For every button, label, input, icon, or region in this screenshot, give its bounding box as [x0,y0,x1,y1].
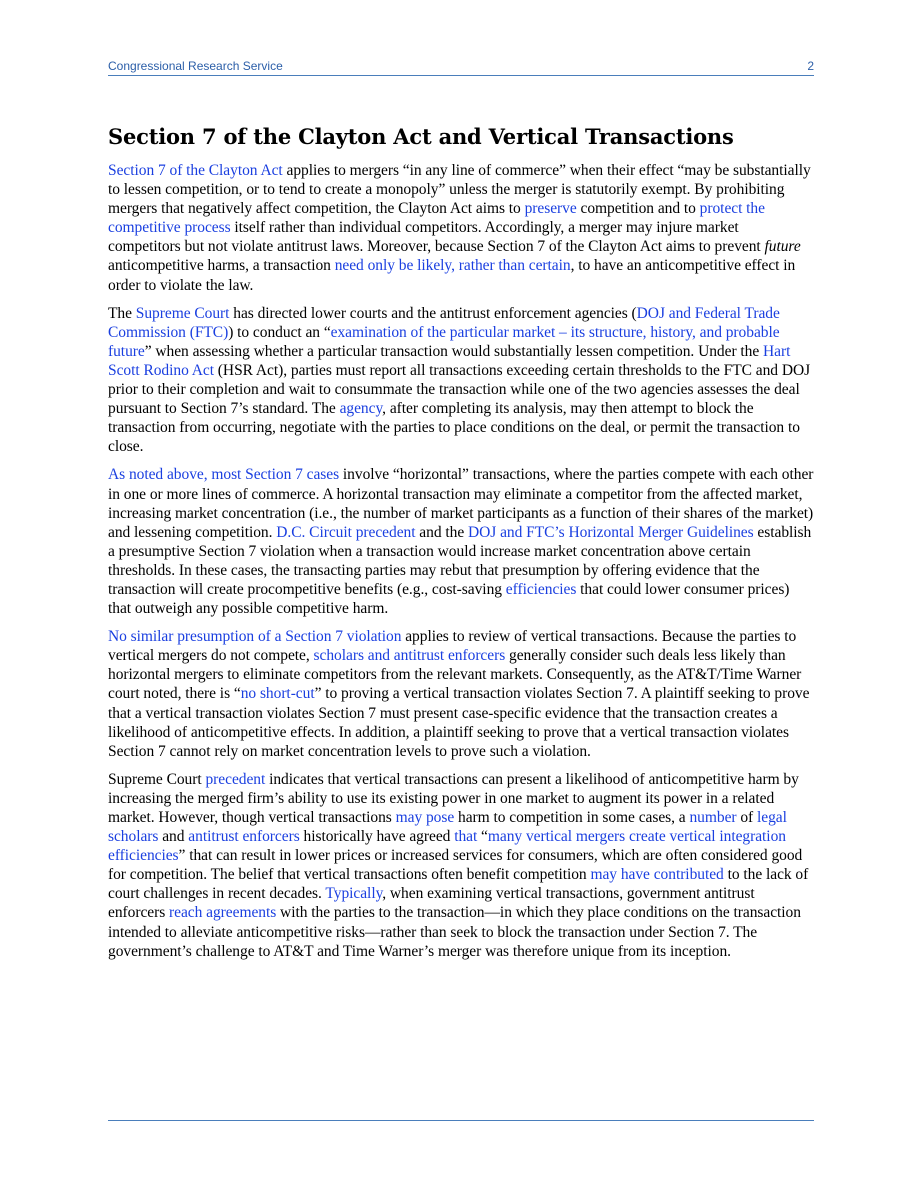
footer-rule [108,1120,814,1121]
hyperlink[interactable]: DOJ and FTC’s Horizontal Merger Guidelines [467,523,754,541]
text-run: ” when assessing whether a particular transaction would substantially lessen competition. Under the [144,342,763,360]
text-run: anticompetitive harms, a transaction [108,257,335,275]
text-run: applies to review of vertical transactions. Because the parties to vertical mergers do not compete, [108,628,797,665]
text-run: Supreme Court [108,770,206,788]
running-header [108,57,814,76]
hyperlink[interactable]: may pose [395,809,455,826]
text-run: “ [477,828,488,846]
text-run: competition and to [576,200,700,218]
text-run: , after completing its analysis, may then attempt to block the transaction from occurring, negotiate with the parties to place conditions on the deal, or permit the transaction to close. [108,400,800,456]
text-run: historically have agreed [299,828,455,846]
paragraph [108,770,814,961]
hyperlink[interactable]: no short-cut [240,685,315,703]
header-source: Congressional Research Service [108,59,283,73]
hyperlink[interactable]: As noted above, most Section 7 cases [108,466,340,484]
hyperlink[interactable]: DOJ and Federal Trade Commission (FTC) [108,304,780,341]
hyperlink[interactable]: efficiencies [505,580,577,598]
hyperlink[interactable]: many vertical mergers create vertical integration efficiencies [108,828,786,865]
hyperlink[interactable]: need only be likely, rather than certain [334,257,571,275]
body-text [108,161,814,961]
text-run: (HSR Act), parties must report all transactions exceeding certain thresholds to the FTC and DOJ prior to their completion and wait to consummate the transaction while one of the two agencies assesses the deal pursuant to Section 7’s standard. The [108,361,811,418]
text-run: and [158,828,189,846]
hyperlink[interactable]: examination of the particular market – its structure, history, and probable future [108,323,780,360]
hyperlink[interactable]: Supreme Court [135,304,230,322]
text-run: with the parties to the transaction—in which they place conditions on the transaction intended to alleviate anticompetitive risks—rather than seek to block the transaction under Section 7. The government’s challenge to AT&T and Time Warner’s merger was therefore unique from its inception. [108,904,801,960]
text-run: and the [415,523,468,541]
text-run: has directed lower courts and the antitrust enforcement agencies ( [229,304,637,322]
hyperlink[interactable]: D.C. Circuit precedent [276,523,416,541]
text-run: itself rather than individual competitors. Accordingly, a merger may injure market competitors but not violate antitrust laws. Moreover, because Section 7 of the Clayton Act aims to prevent [108,219,765,256]
text-run: ” that can result in lower prices or increased services for consumers, which are often considered good for competition. The belief that vertical transactions often benefit competition [108,847,803,884]
text-run: generally consider such deals less likely than horizontal mergers to eliminate competitors from the relevant markets. Consequently, as the AT&T/Time Warner court noted, there is “ [108,647,802,703]
text-run: ” to proving a vertical transaction violates Section 7. A plaintiff seeking to prove that a vertical transaction violates Section 7 must present case-specific evidence that the transaction creates a likelihood of anticompetitive effects. In addition, a plaintiff seeking to prove that a vertical transaction violates Section 7 cannot rely on market concentration levels to prove such a violation. [108,685,810,760]
section-heading: Section 7 of the Clayton Act and Vertical Transactions [108,124,734,149]
text-run: involve “horizontal” transactions, where the parties compete with each other in one or more lines of commerce. A horizontal transaction may eliminate a competitor from the affected market, increasing market concentration (i.e., the number of market participants as a function of their shares of the market) and lessening competition. [108,466,814,541]
text-run: harm to competition in some cases, a [454,809,690,826]
hyperlink[interactable]: agency [339,400,383,418]
emphasis-text: future [764,238,801,256]
text-run: applies to mergers “in any line of commerce” when their effect “may be substantially to lessen competition, or to tend to create a monopoly” unless the merger is statutorily exempt. By prohibiting mergers that negatively affect competition, the Clayton Act aims to [108,162,811,218]
hyperlink[interactable]: preserve [524,200,577,218]
hyperlink[interactable]: Hart Scott Rodino Act [108,342,791,379]
hyperlink[interactable]: Section 7 of the Clayton Act [108,162,283,179]
text-run: to the lack of court challenges in recent decades. [108,866,809,903]
text-run: The [108,304,136,322]
text-run: establish a presumptive Section 7 violation when a transaction would increase market concentration above certain thresholds. In these cases, the transacting parties may rebut that presumption by offering evidence that the transaction will create procompetitive benefits (e.g., cost-saving [108,523,812,598]
hyperlink[interactable]: protect the competitive process [108,200,765,237]
text-run: ) to conduct an “ [228,323,331,341]
hyperlink[interactable]: legal scholars [108,809,787,846]
text-run: , to have an anticompetitive effect in order to violate the law. [108,257,796,294]
text-run: that could lower consumer prices) that outweigh any possible competitive harm. [108,580,790,618]
paragraph [108,627,814,761]
hyperlink[interactable]: No similar presumption of a Section 7 violation [108,628,402,646]
hyperlink[interactable]: scholars and antitrust enforcers [313,647,506,665]
text-run: , when examining vertical transactions, government antitrust enforcers [108,885,755,922]
page-number: 2 [807,59,814,73]
hyperlink[interactable]: precedent [205,770,266,788]
hyperlink[interactable]: antitrust enforcers [188,828,300,846]
hyperlink[interactable]: number [689,809,737,826]
hyperlink[interactable]: may have contributed [590,866,724,884]
main-content [108,124,814,970]
hyperlink[interactable]: that [454,828,478,846]
text-run: indicates that vertical transactions can present a likelihood of anticompetitive harm by increasing the merged firm’s ability to use its existing power in one market to augment its power in a related market. However, though vertical transactions [108,770,799,826]
paragraph [108,465,814,618]
hyperlink[interactable]: reach agreements [169,904,277,922]
paragraph [108,161,814,295]
hyperlink[interactable]: Typically [325,885,383,903]
text-run: of [736,809,757,826]
paragraph [108,304,814,457]
